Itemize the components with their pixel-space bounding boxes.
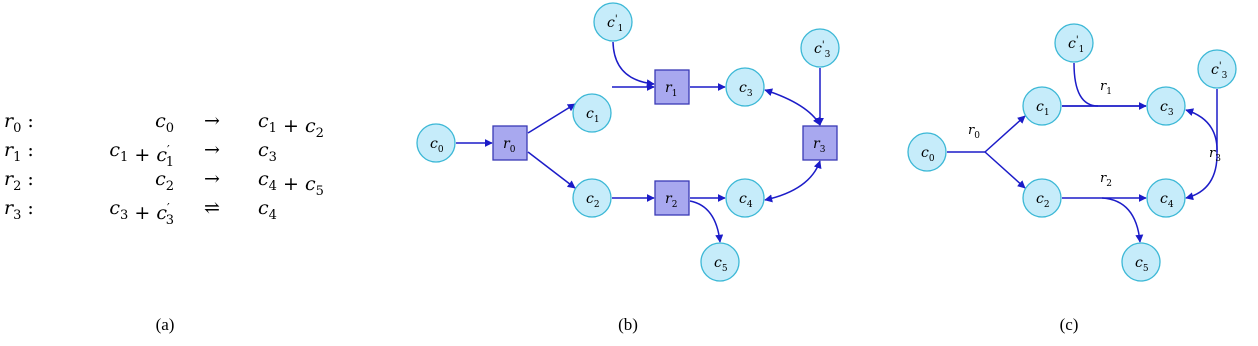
compound-label: $c_0$ (430, 136, 444, 155)
equation-r1 (4, 139, 277, 170)
hyperedge-label-r3: $r_3$ (1209, 146, 1221, 164)
compound-label: $c_1$ (1036, 99, 1050, 118)
reaction-label: $r_0$ (503, 136, 516, 155)
compound-label: $c'_1$ (607, 14, 624, 34)
equation-lhs: $c_0$ (155, 110, 174, 136)
hyperedge-r2-to-c5 (1102, 198, 1140, 242)
compound-node-c3 (1147, 87, 1185, 125)
equation-lhs: $c_3 + c'$ 3 (109, 197, 174, 228)
compound-label: $c_3$ (1160, 99, 1174, 118)
reaction-node-r3 (803, 126, 837, 160)
equation-rhs: $c_3$ (258, 139, 277, 165)
compound-label: $c'_3$ (814, 40, 831, 60)
compound-node-c0 (908, 133, 946, 171)
hyperedge-label-r1: $r_1$ (1100, 79, 1112, 97)
reaction-name: $r_0$ : (4, 110, 34, 136)
edge-r0-c2 (528, 152, 575, 188)
compound-node-c4 (1147, 179, 1185, 217)
reaction-node-r2 (655, 181, 689, 215)
edge-c3-r3 (765, 90, 820, 125)
equation-rhs: $c_4$ (258, 197, 277, 223)
equation-rhs: $c_4 + c_5$ (258, 168, 324, 199)
edge-r2-c5 (690, 201, 720, 242)
hyperedge-label-r0: $r_0$ (968, 123, 980, 141)
compound-node-c1p (594, 3, 632, 41)
caption-b: (b) (618, 315, 638, 334)
equation-r0 (4, 110, 324, 141)
compound-node-c1p (1055, 24, 1093, 62)
bipartite-nodes (417, 3, 839, 281)
equation-arrow: → (204, 139, 220, 161)
compound-node-c1 (1023, 87, 1061, 125)
hypergraph-panel (908, 24, 1236, 281)
compound-node-c5 (1122, 243, 1160, 281)
equation-r3 (4, 197, 277, 228)
reaction-name: $r_1$ : (4, 139, 34, 165)
equation-rhs: $c_1 + c_2$ (258, 110, 324, 141)
compound-label: $c_5$ (714, 255, 728, 274)
hyperedge-r0-to-c2 (985, 152, 1025, 188)
edge-r0-c1 (528, 104, 575, 133)
reaction-label: $r_2$ (665, 191, 678, 210)
edge-c4-r3 (765, 161, 820, 200)
compound-label: $c_4$ (739, 191, 753, 210)
equation-lhs: $c_1 + c'$ 1 (109, 139, 174, 170)
compound-label: $c_4$ (1160, 191, 1174, 210)
equation-arrow: → (204, 110, 220, 132)
compound-node-c2 (573, 179, 611, 217)
compound-node-c3 (726, 68, 764, 106)
compound-label: $c_3$ (739, 80, 753, 99)
compound-node-c3p (1198, 50, 1236, 88)
hyperedge-r1-from-c1p (1074, 63, 1098, 106)
hyperedge-label-r2: $r_2$ (1100, 171, 1112, 189)
reaction-equations-panel (4, 110, 324, 228)
compound-label: $c'_3$ (1211, 61, 1228, 81)
compound-label: $c_2$ (586, 191, 600, 210)
hyperedge-r0-to-c1 (985, 116, 1025, 152)
reaction-node-r0 (493, 126, 527, 160)
compound-node-c5 (701, 243, 739, 281)
compound-label: $c_2$ (1036, 191, 1050, 210)
compound-label: $c'_1$ (1068, 35, 1085, 55)
edge-c1p-r1 (613, 42, 654, 84)
equation-arrow: ⇌ (204, 197, 220, 219)
reaction-label: $r_1$ (665, 80, 678, 99)
compound-label: $c_5$ (1135, 255, 1149, 274)
caption-a: (a) (155, 315, 175, 334)
caption-c: (c) (1059, 315, 1079, 334)
equation-r2 (4, 168, 324, 199)
compound-node-c0 (417, 124, 455, 162)
compound-label: $c_0$ (921, 145, 935, 164)
reaction-label: $r_3$ (813, 136, 826, 155)
bipartite-graph-panel (417, 3, 839, 281)
reaction-name: $r_3$ : (4, 197, 34, 223)
compound-node-c2 (1023, 179, 1061, 217)
compound-label: $c_1$ (586, 106, 600, 125)
reaction-name: $r_2$ : (4, 168, 34, 194)
reaction-node-r1 (655, 70, 689, 104)
equation-arrow: → (204, 168, 220, 190)
compound-node-c1 (573, 94, 611, 132)
equation-lhs: $c_2$ (155, 168, 174, 194)
compound-node-c4 (726, 179, 764, 217)
compound-node-c3p (801, 29, 839, 67)
